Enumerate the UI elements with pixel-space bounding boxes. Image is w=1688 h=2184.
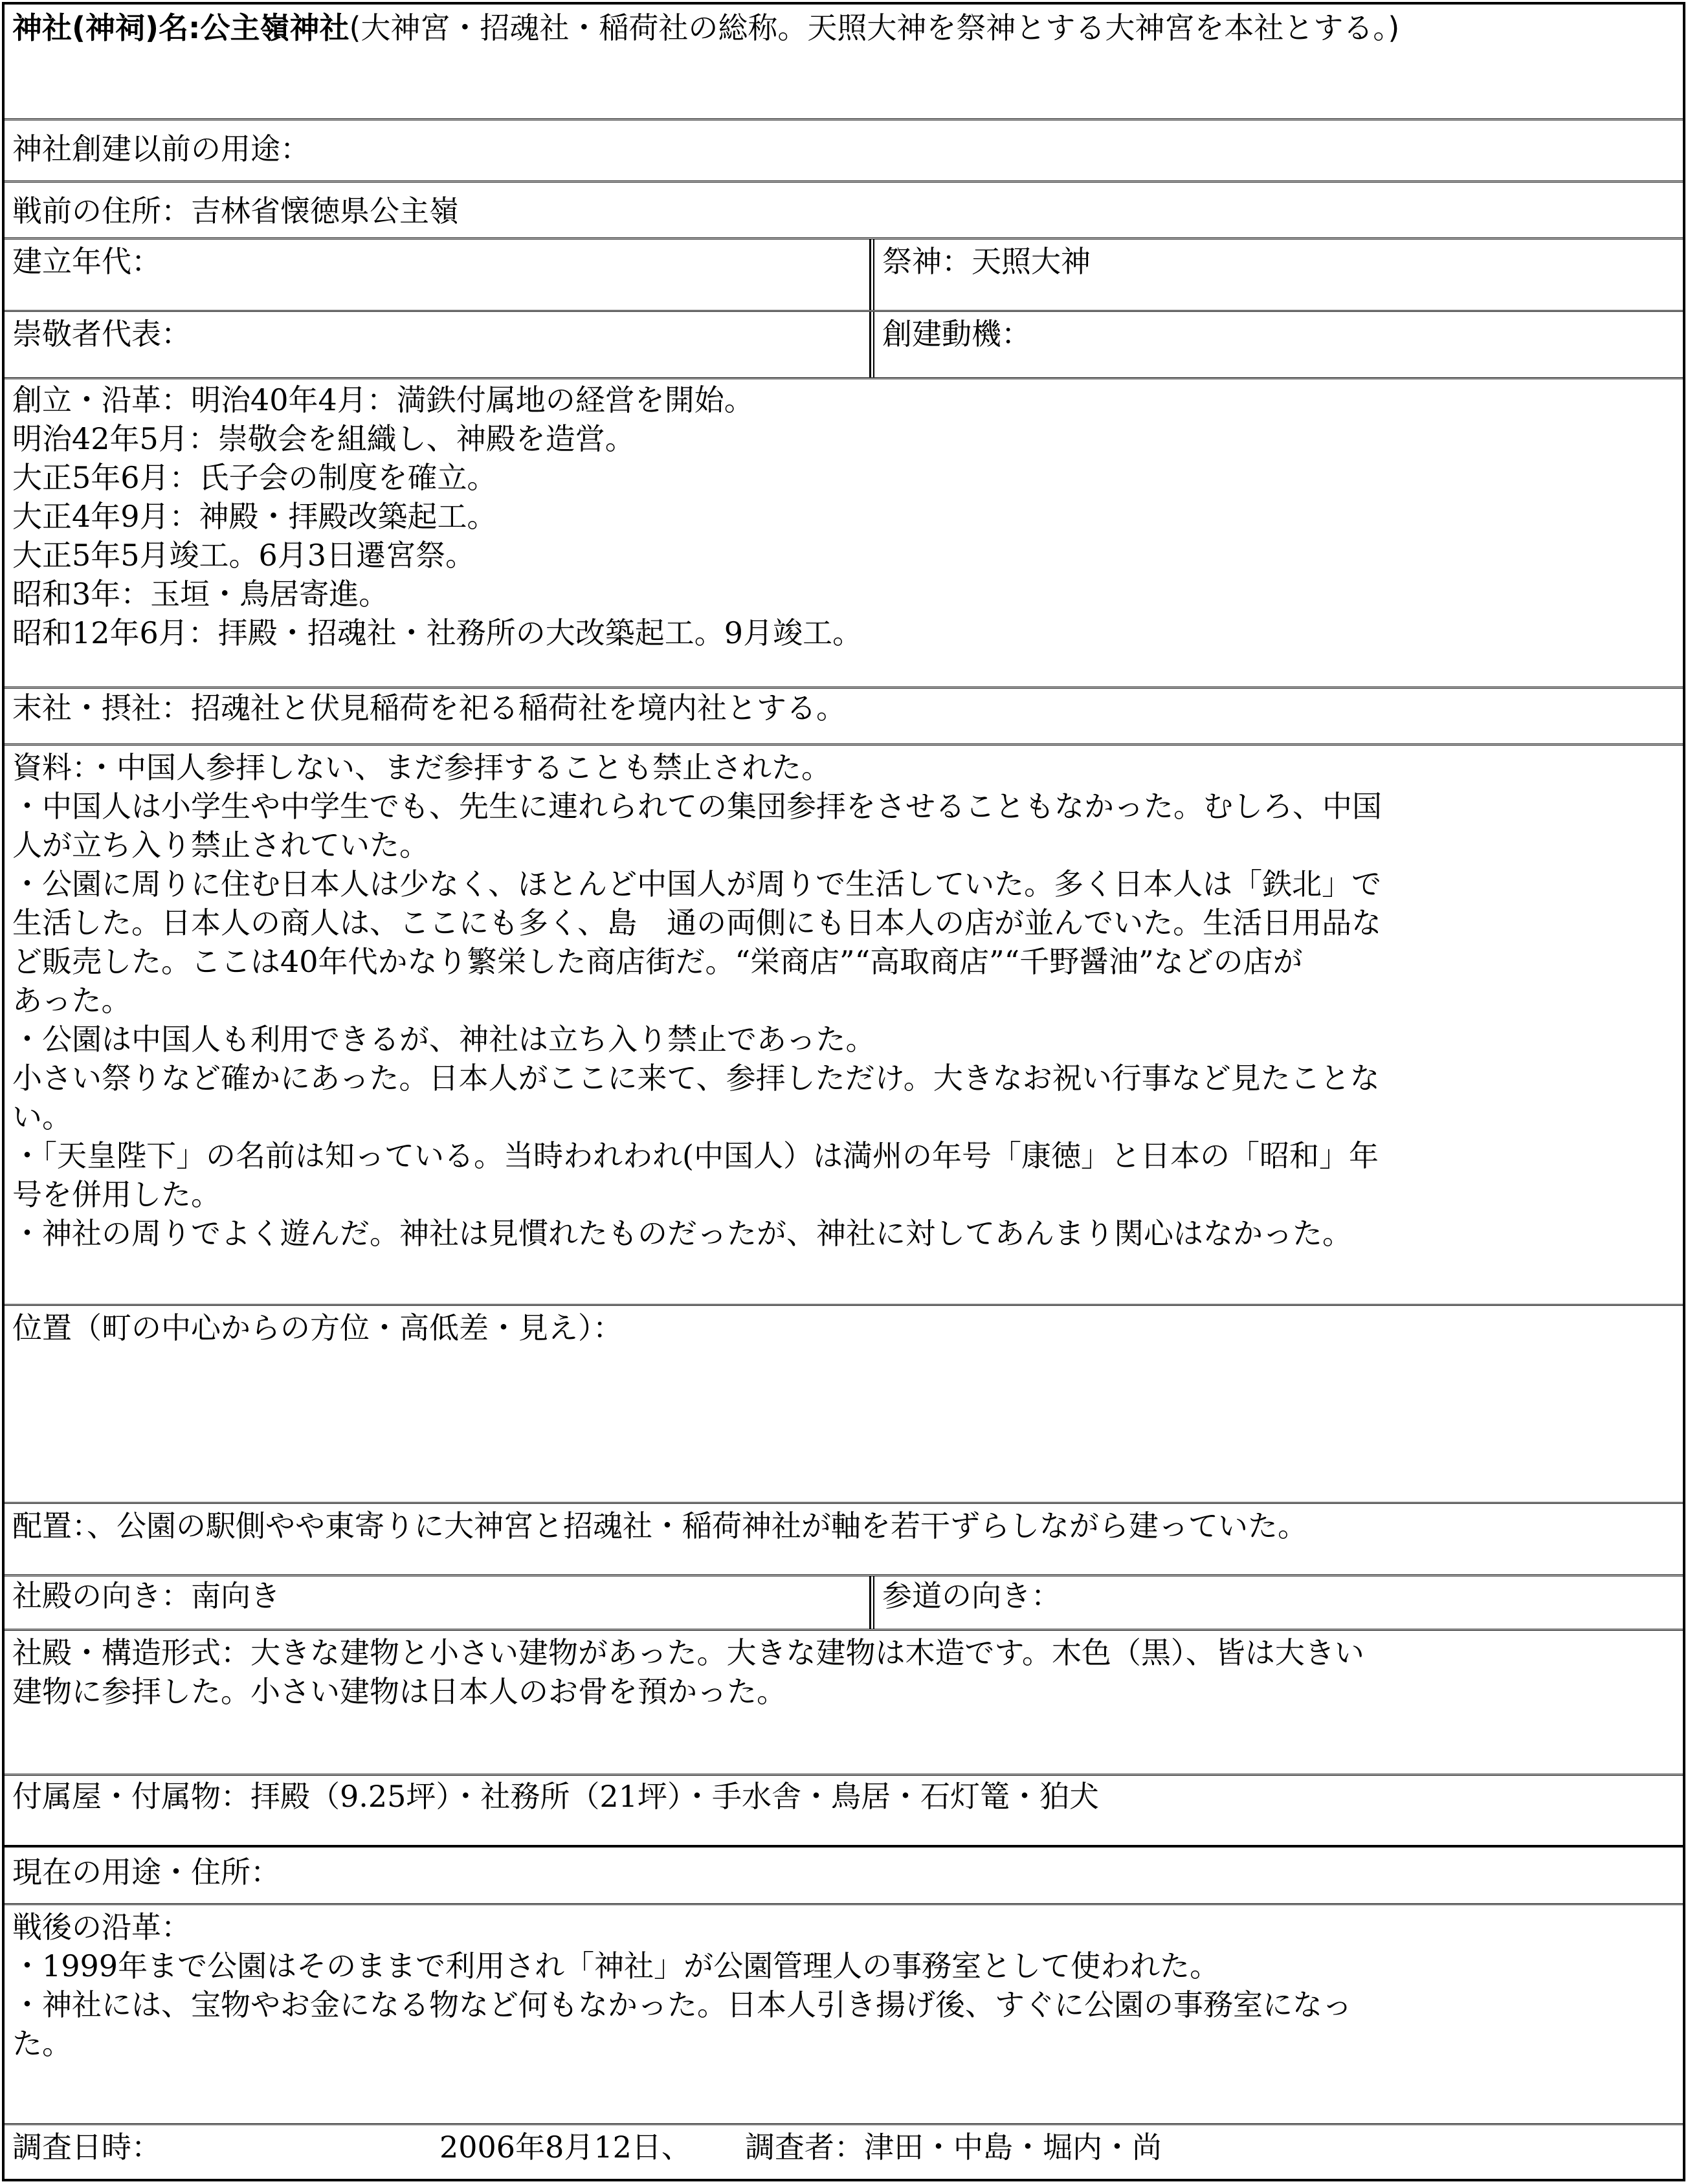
materials-line: 資料：・中国人参拝しない、まだ参拝することも禁止された。 xyxy=(12,750,831,785)
prewar-address-label: 戦前の住所：吉林省懐徳県公主嶺 xyxy=(12,193,459,228)
materials-line: ・中国人は小学生や中学生でも、先生に連れられての集団参拝をさせることもなかった。むしろ、中国 xyxy=(12,789,1382,824)
column-divider xyxy=(869,1576,874,1629)
history-row xyxy=(5,377,1683,687)
column-divider xyxy=(869,239,874,310)
materials-line: ど販売した。ここは40年代かなり繁栄した商店街だ。“栄商店”“高取商店”“千野醤油”などの店が xyxy=(12,944,1303,979)
materials-line: 号を併用した。 xyxy=(12,1177,221,1212)
materials-line: 生活した。日本人の商人は、ここにも多く、島 通の両側にも日本人の店が並んでいた。生活日用品な xyxy=(12,905,1382,940)
current-use-label: 現在の用途・住所： xyxy=(12,1855,280,1890)
deity-label: 祭神：天照大神 xyxy=(882,244,1091,279)
materials-line: 人が立ち入り禁止されていた。 xyxy=(12,828,429,863)
current-use-row xyxy=(5,1845,1683,1903)
materials-line: あった。 xyxy=(12,983,131,1018)
hall-direction-label: 社殿の向き：南向き xyxy=(12,1578,280,1613)
materials-line: ・公園は中国人も利用できるが、神社は立ち入り禁止であった。 xyxy=(12,1022,876,1057)
materials-line: い。 xyxy=(12,1099,72,1134)
survey-row xyxy=(5,2123,1683,2179)
founded-era-label: 建立年代： xyxy=(12,244,161,279)
column-divider xyxy=(869,312,874,377)
history-line: 昭和3年：玉垣・鳥居寄進。 xyxy=(12,577,389,612)
previous-use-label: 神社創建以前の用途： xyxy=(12,131,310,166)
previous-use-row xyxy=(5,118,1683,181)
founded-deity-row xyxy=(5,237,1683,310)
history-line: 大正4年9月：神殿・拝殿改築起工。 xyxy=(12,499,497,534)
structure-line: 建物に参拝した。小さい建物は日本人のお骨を預かった。 xyxy=(12,1674,786,1709)
postwar-line: ・神社には、宝物やお金になる物など何もなかった。日本人引き揚げ後、すぐに公園の事務室になっ xyxy=(12,1987,1352,2022)
survey-date-value: 2006年8月12日、 xyxy=(439,2130,691,2165)
postwar-row xyxy=(5,1903,1683,2123)
materials-line: ・公園に周りに住む日本人は少なく、ほとんど中国人が周りで生活していた。多く日本人は「鉄北」で xyxy=(12,866,1382,901)
history-line: 大正5年5月竣工。6月3日遷宮祭。 xyxy=(12,538,476,573)
history-line: 創立・沿革：明治40年4月：満鉄付属地の経営を開始。 xyxy=(12,382,754,417)
materials-line: 小さい祭りなど確かにあった。日本人がここに来て、参拝しただけ。大きなお祝い行事など見たことな xyxy=(12,1061,1380,1096)
direction-row xyxy=(5,1574,1683,1629)
postwar-line: 戦後の沿革： xyxy=(12,1910,191,1945)
materials-line: ・神社の周りでよく遊んだ。神社は見慣れたものだったが、神社に対してあんまり関心はなかった。 xyxy=(12,1216,1352,1251)
prewar-address-row xyxy=(5,181,1683,237)
location-label: 位置（町の中心からの方位・高低差・見え）： xyxy=(12,1310,623,1345)
rep-motive-row xyxy=(5,310,1683,377)
postwar-line: た。 xyxy=(12,2026,72,2061)
survey-date-label: 調査日時： xyxy=(12,2130,161,2165)
shrine-name-note: (大神宮・招魂社・稲荷社の総称。天照大神を祭神とする大神宮を本社とする。) xyxy=(349,10,1400,45)
materials-line: ・「天皇陛下」の名前は知っている。当時われわれ(中国人）は満州の年号「康徳」と日本の「昭和」年 xyxy=(12,1138,1379,1173)
location-row xyxy=(5,1304,1683,1502)
approach-direction-label: 参道の向き： xyxy=(882,1578,1061,1613)
layout-row xyxy=(5,1502,1683,1574)
structure-line: 社殿・構造形式：大きな建物と小さい建物があった。大きな建物は木造です。木色（黒）、皆は大きい xyxy=(12,1635,1364,1670)
annexes-label: 付属屋・付属物：拝殿（9.25坪）・社務所（21坪）・手水舎・鳥居・石灯篭・狛犬 xyxy=(12,1779,1099,1814)
subsidiary-label: 末社・摂社：招魂社と伏見稲荷を祀る稲荷社を境内社とする。 xyxy=(12,690,846,725)
structure-row xyxy=(5,1629,1683,1774)
history-line: 昭和12年6月：拝殿・招魂社・社務所の大改築起工。9月竣工。 xyxy=(12,615,863,650)
shrine-name-row xyxy=(5,5,1683,118)
subsidiary-row xyxy=(5,687,1683,744)
postwar-line: ・1999年まで公園はそのままで利用され「神社」が公園管理人の事務室として使われた。 xyxy=(12,1948,1220,1983)
surveyor-label: 調査者：津田・中島・堀内・尚 xyxy=(745,2130,1162,2165)
founding-motive-label: 創建動機： xyxy=(882,316,1031,351)
worship-rep-label: 崇敬者代表： xyxy=(12,316,191,351)
annexes-row xyxy=(5,1774,1683,1845)
history-line: 大正5年6月：氏子会の制度を確立。 xyxy=(12,460,497,495)
history-line: 明治42年5月：崇敬会を組織し、神殿を造営。 xyxy=(12,421,635,456)
shrine-survey-sheet xyxy=(2,2,1685,2181)
materials-row xyxy=(5,744,1683,1304)
shrine-name-label: 神社(神祠)名:公主嶺神社 xyxy=(12,10,350,45)
layout-label: 配置：、公園の駅側やや東寄りに大神宮と招魂社・稲荷神社が軸を若干ずらしながら建っていた。 xyxy=(12,1508,1307,1543)
